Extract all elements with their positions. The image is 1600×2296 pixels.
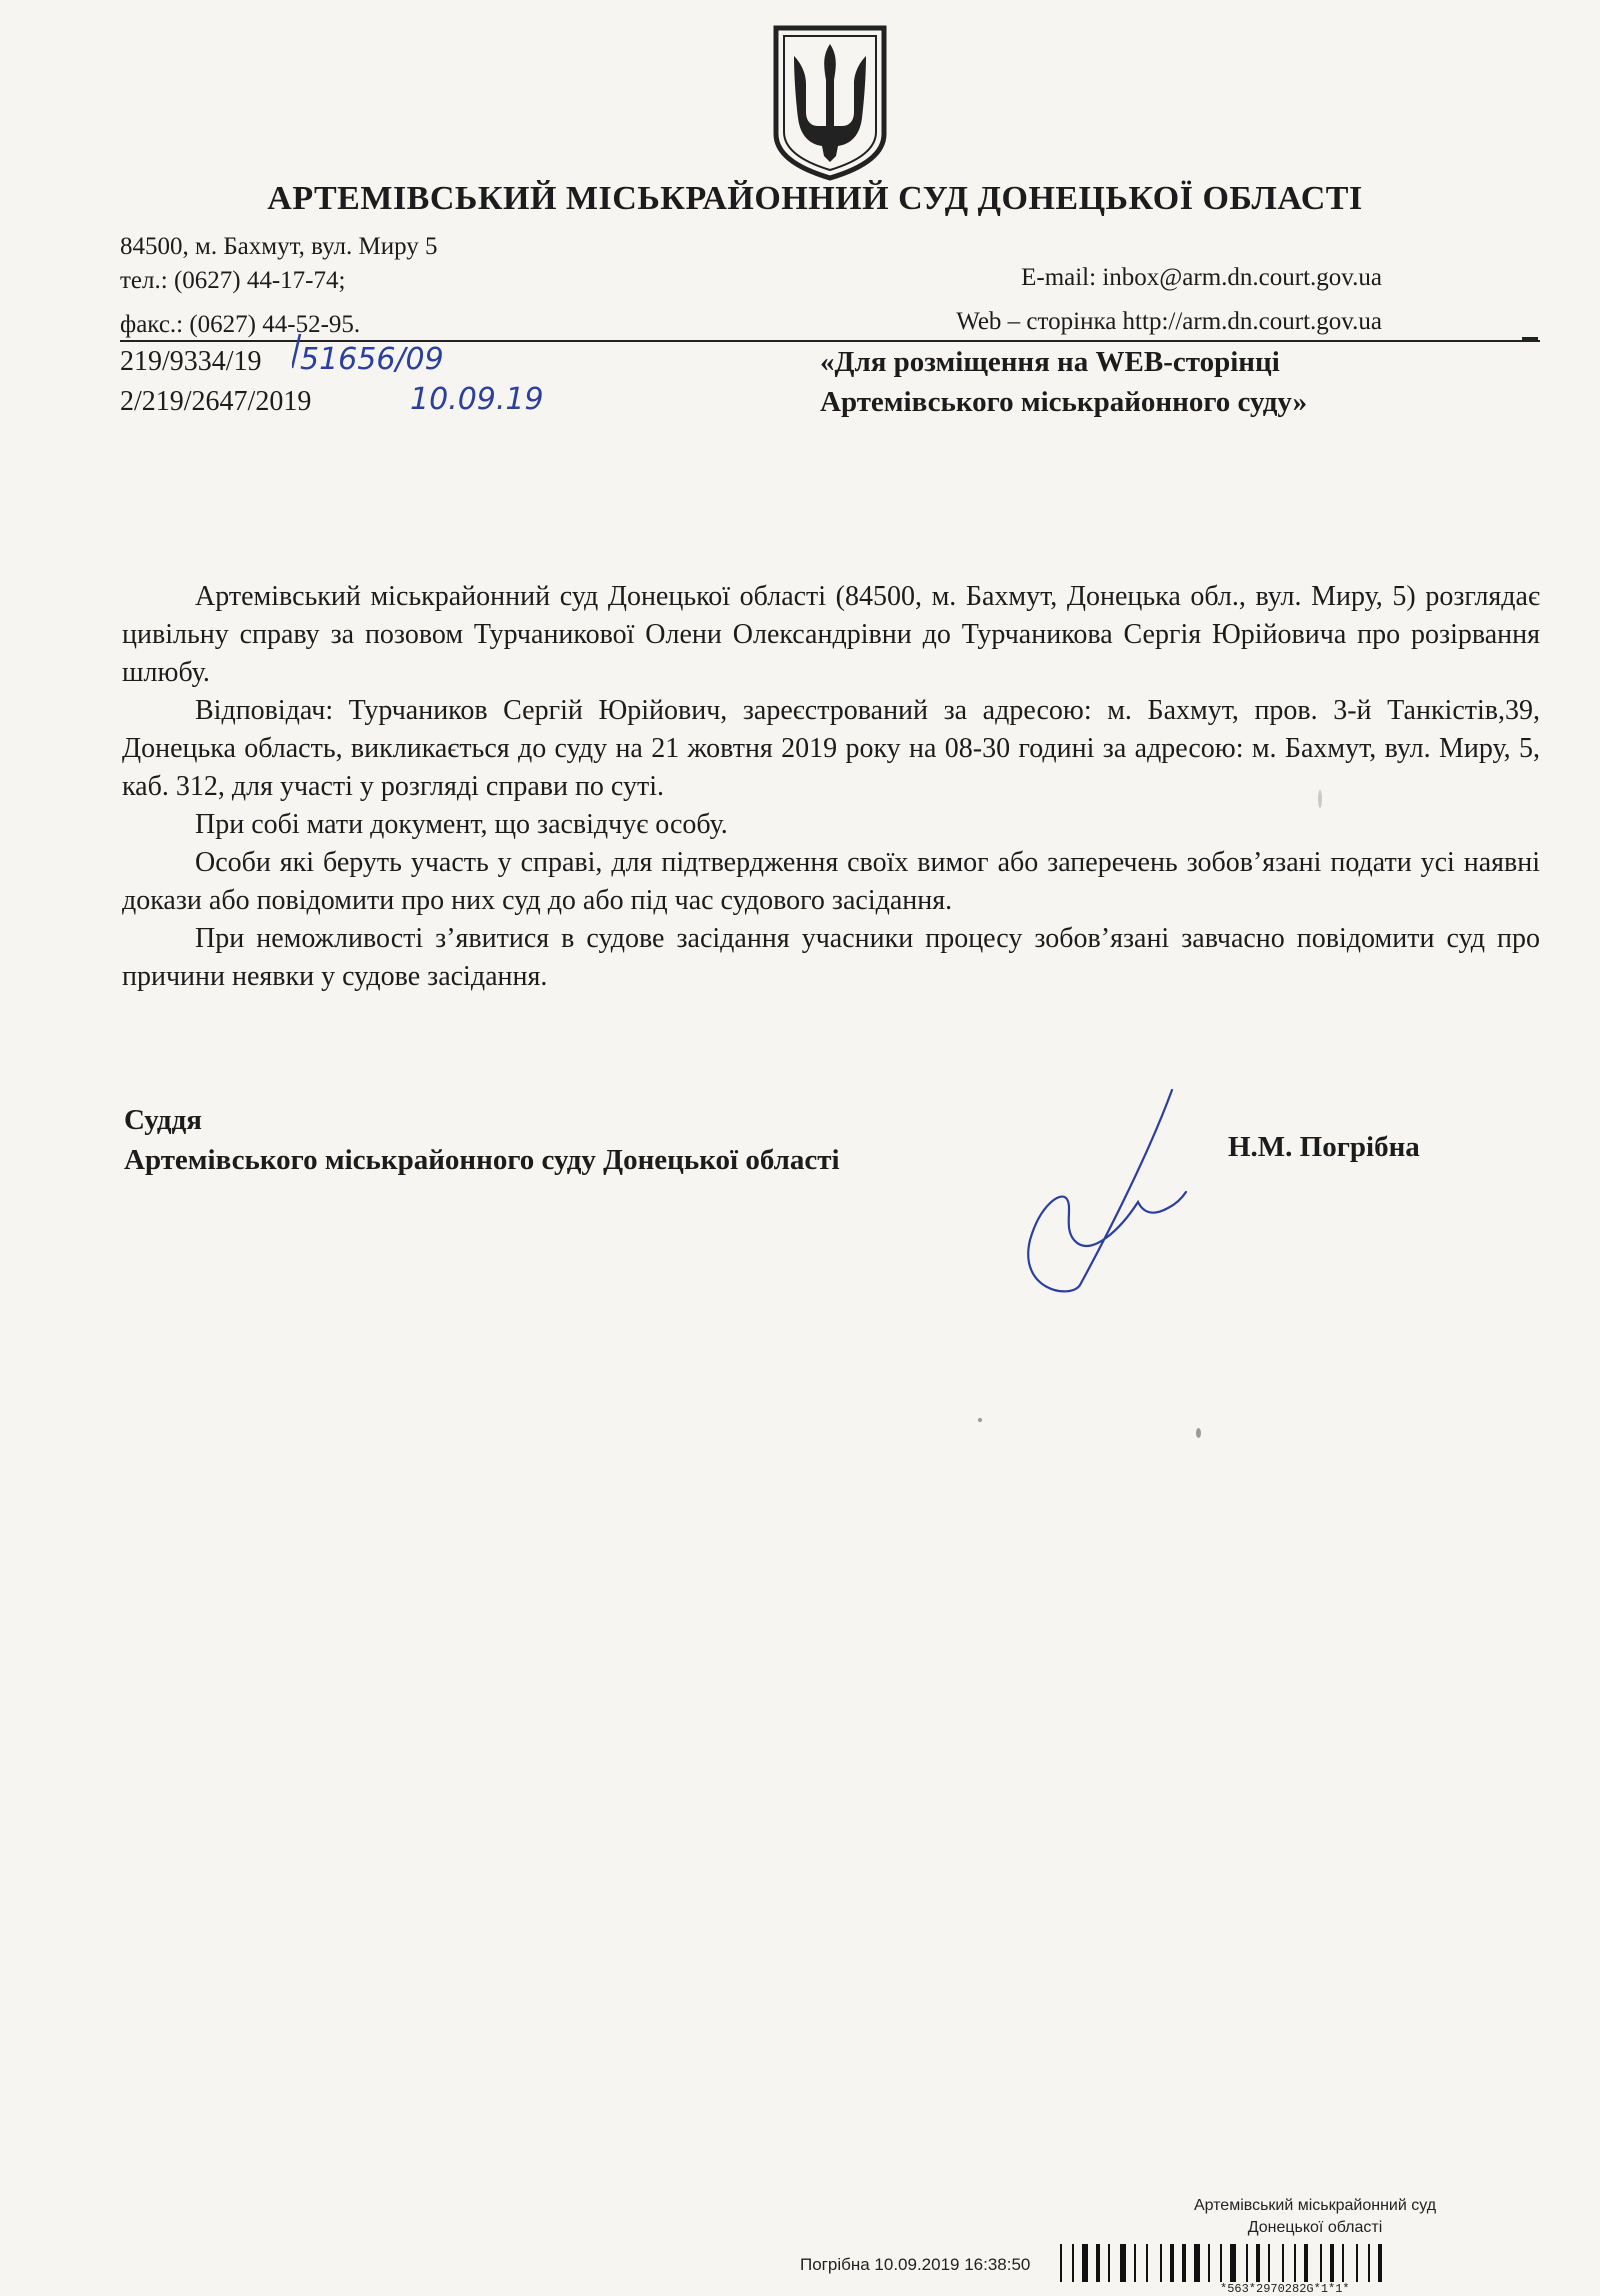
judge-title-block	[124, 1100, 840, 1180]
court-title: АРТЕМІВСЬКИЙ МІСЬКРАЙОННИЙ СУД ДОНЕЦЬКОЇ ОБЛАСТІ	[267, 180, 1363, 217]
stamp-meta: Погрібна 10.09.2019 16:38:50	[800, 2255, 1031, 2274]
body-paragraph: Особи які беруть участь у справі, для підтвердження своїх вимог або заперечень зобов’язані подати усі наявні докази або повідомити про них суд до або під час судового засідання.	[122, 847, 1540, 916]
scan-speck	[978, 1418, 982, 1422]
web-note-line-1: «Для розміщення на WEB-сторінці	[820, 346, 1280, 378]
stamp-line-2: Донецької області	[1247, 2219, 1383, 2236]
stamp-line-1: Артемівський міськрайонний суд	[1193, 2197, 1437, 2214]
case-number: 219/9334/19	[120, 346, 262, 377]
barcode-number: *563*2970282G*1*1*	[1220, 2282, 1350, 2296]
court-email: E-mail: inbox@arm.dn.court.gov.ua	[1021, 264, 1382, 291]
contacts-right	[956, 256, 1382, 344]
handwritten-signature-icon	[1000, 1080, 1220, 1300]
body-paragraph: Відповідач: Турчаников Сергій Юрійович, зареєстрований за адресою: м. Бахмут, пров. 3-й Танкістів,39, Донецька область, викликається до суду на 21 жовтня 2019 року на 08-30 годині за адресою: м. Бахмут, вул. Миру, 5, каб. 312, для участі у розгляді справи по суті.	[122, 695, 1540, 802]
trident-emblem-icon	[770, 22, 890, 182]
registry-stamp	[1110, 2195, 1520, 2239]
web-note-line-2: Артемівського міськрайонного суду»	[820, 386, 1308, 418]
body-paragraph: При собі мати документ, що засвідчує особу.	[195, 809, 728, 840]
document-body	[122, 578, 1540, 996]
handwritten-registration	[300, 340, 544, 420]
judge-title: Суддя	[124, 1104, 202, 1136]
court-fax: факс.: (0627) 44-52-95.	[120, 311, 361, 338]
web-placement-note	[820, 342, 1307, 422]
court-address: 84500, м. Бахмут, вул. Миру 5	[120, 233, 438, 260]
judge-court: Артемівського міськрайонного суду Донецької області	[124, 1144, 840, 1176]
body-paragraph: Артемівський міськрайонний суд Донецької області (84500, м. Бахмут, Донецька обл., вул. Миру, 5) розглядає цивільну справу за позовом Турчаникової Олени Олександрівни до Турчаникова Сергія Юрійовича про розірвання шлюбу.	[122, 581, 1540, 688]
court-website: Web – сторінка http://arm.dn.court.gov.ua	[956, 308, 1382, 335]
case-references	[120, 342, 311, 422]
body-paragraph: При неможливості з’явитися в судове засідання учасники процесу зобов’язані завчасно повідомити суд про причини неявки у судове засідання.	[122, 923, 1540, 992]
scan-speck	[1318, 790, 1322, 808]
handwritten-reg-suffix: 09	[405, 342, 444, 377]
scan-speck	[1196, 1428, 1201, 1438]
handwritten-reg-number: 51656/	[300, 342, 406, 377]
handwritten-date: 10.09.19	[410, 382, 544, 417]
header-divider-dash	[1522, 337, 1538, 340]
proceeding-number: 2/219/2647/2019	[120, 386, 312, 417]
barcode-icon	[1060, 2244, 1550, 2282]
contacts-left	[120, 230, 438, 342]
court-phone: тел.: (0627) 44-17-74;	[120, 267, 346, 294]
judge-name: Н.М. Погрібна	[1228, 1131, 1420, 1163]
